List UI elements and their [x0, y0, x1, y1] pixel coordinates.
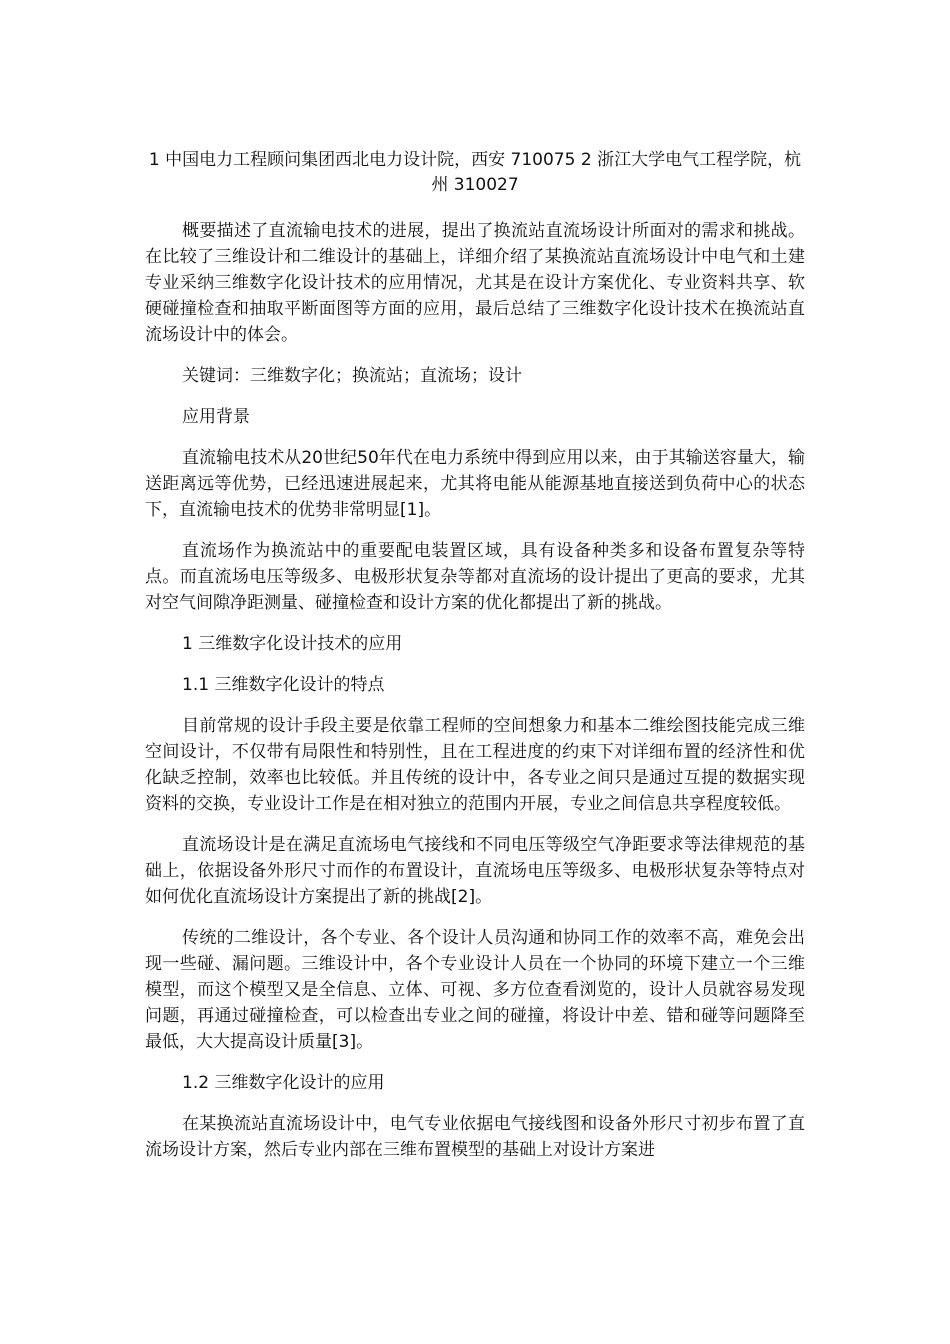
section-heading-1-2: 1.2 三维数字化设计的应用: [182, 1073, 385, 1093]
section-heading-background: 应用背景: [182, 407, 250, 427]
body-paragraph: 在某换流站直流场设计中，电气专业依据电气接线图和设备外形尺寸初步布置了直流场设计方案，然后专业内部在三维布置模型的基础上对设计方案进: [145, 1114, 805, 1160]
abstract-paragraph: 概要描述了直流输电技术的进展，提出了换流站直流场设计所面对的需求和挑战。在比较了三维设计和二维设计的基础上，详细介绍了某换流站直流场设计中电气和土建专业采纳三维数字化设计技术的应用情况，尤其是在设计方案优化、专业资料共享、软硬碰撞检查和抽取平断面图等方面的应用，最后总结了三维数字化设计技术在换流站直流场设计中的体会。: [145, 221, 805, 345]
body-paragraph: 直流场作为换流站中的重要配电装置区域，具有设备种类多和设备布置复杂等特点。而直流场电压等级多、电极形状复杂等都对直流场的设计提出了更高的要求，尤其对空气间隙净距测量、碰撞检查和设计方案的优化都提出了新的挑战。: [145, 541, 805, 613]
section-heading-1: 1 三维数字化设计技术的应用: [182, 634, 403, 654]
body-paragraph: 直流输电技术从20世纪50年代在电力系统中得到应用以来，由于其输送容量大，输送距离远等优势，已经迅速进展起来，尤其将电能从能源基地直接送到负荷中心的状态下，直流输电技术的优势非常明显[1]。: [145, 448, 805, 520]
body-paragraph: 目前常规的设计手段主要是依靠工程师的空间想象力和基本二维绘图技能完成三维空间设计，不仅带有局限性和特别性，且在工程进度的约束下对详细布置的经济性和优化缺乏控制，效率也比较低。并且传统的设计中，各专业之间只是通过互提的数据实现资料的交换，专业设计工作是在相对独立的范围内开展，专业之间信息共享程度较低。: [145, 716, 805, 814]
body-paragraph: 直流场设计是在满足直流场电气接线和不同电压等级空气净距要求等法律规范的基础上，依据设备外形尺寸而作的布置设计，直流场电压等级多、电极形状复杂等特点对如何优化直流场设计方案提出了新的挑战[2]。: [145, 835, 805, 907]
author-affiliation: 1 中国电力工程顾问集团西北电力设计院，西安 710075 2 浙江大学电气工程学院，杭州 310027: [148, 150, 802, 195]
body-paragraph: 传统的二维设计，各个专业、各个设计人员沟通和协同工作的效率不高，难免会出现一些碰、漏问题。三维设计中，各个专业设计人员在一个协同的环境下建立一个三维模型，而这个模型又是全信息、立体、可视、多方位查看浏览的，设计人员就容易发现问题，再通过碰撞检查，可以检查出专业之间的碰撞，将设计中差、错和碰等问题降至最低，大大提高设计质量[3]。: [145, 928, 805, 1052]
section-heading-1-1: 1.1 三维数字化设计的特点: [182, 675, 385, 695]
keywords-line: 关键词：三维数字化；换流站；直流场；设计: [182, 366, 522, 386]
document-page: [145, 148, 805, 1178]
